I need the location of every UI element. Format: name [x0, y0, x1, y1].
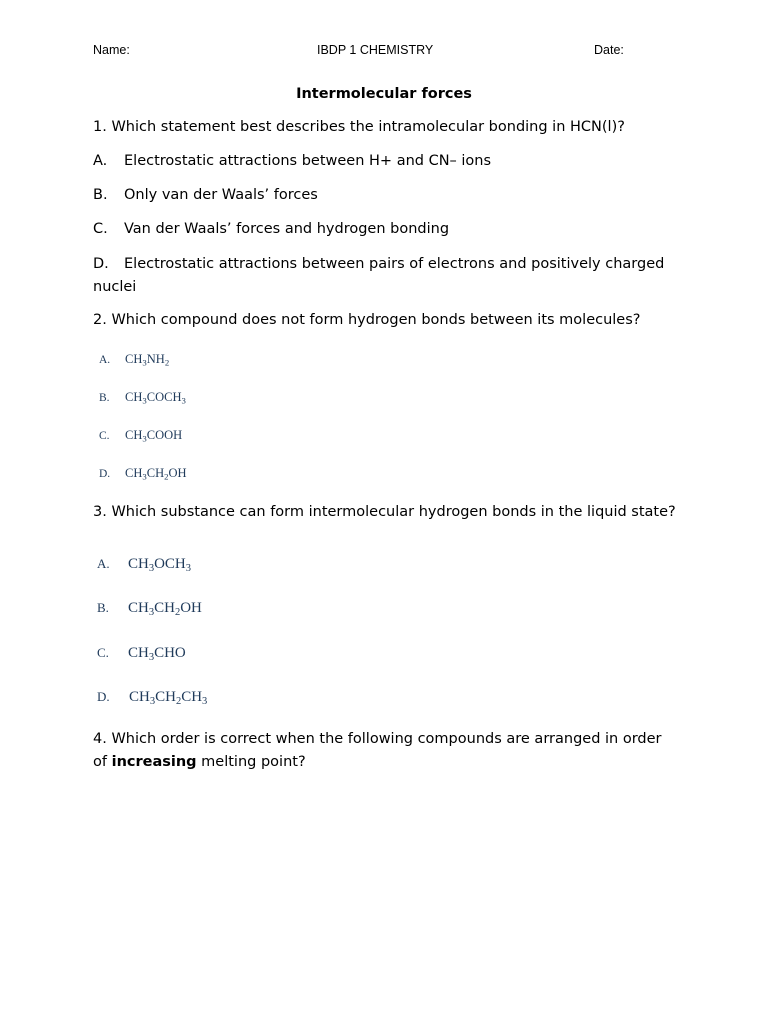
option-text: Only van der Waals’ forces	[124, 187, 318, 203]
option-letter: C.	[99, 430, 110, 442]
q1-option-a	[93, 150, 491, 173]
option-text: Electrostatic attractions between H+ and CN– ions	[124, 153, 492, 169]
q3-option-c: C. $CH_3CHO$	[97, 645, 186, 664]
option-letter: C.	[93, 221, 108, 237]
option-letter: D.	[99, 468, 111, 480]
q3-option-d: D. $CH_3CH_2CH_3$	[97, 689, 208, 708]
question-1: 1. Which statement best describes the intramolecular bonding in HCN(l)?	[93, 119, 625, 135]
question-3: 3. Which substance can form intermolecular hydrogen bonds in the liquid state?	[93, 504, 676, 520]
name-label: Name:	[93, 43, 130, 57]
q2-option-a: A. $CH_3NH_2$	[99, 352, 170, 368]
option-letter: A.	[93, 153, 108, 169]
question-4-line-1: 4. Which order is correct when the following compounds are arranged in order	[93, 731, 662, 747]
page-title: Intermolecular forces	[296, 86, 472, 102]
q2-option-c: C. $CH_3COOH$	[99, 428, 183, 444]
option-letter: D.	[97, 689, 110, 704]
q3-option-b: B. $CH_3CH_2OH$	[97, 600, 202, 619]
course-label: IBDP 1 CHEMISTRY	[317, 43, 434, 57]
q3-option-a: A. $CH_3OCH_3$	[97, 556, 192, 575]
option-letter: D.	[93, 256, 109, 272]
question-2: 2. Which compound does not form hydrogen bonds between its molecules?	[93, 312, 641, 328]
option-text: Electrostatic attractions between pairs of electrons and positively charged	[124, 256, 665, 272]
option-letter: C.	[97, 645, 109, 660]
option-letter: B.	[97, 600, 109, 615]
q1-option-d	[93, 253, 664, 276]
option-letter: A.	[97, 556, 110, 571]
q2-option-b: B. $CH_3COCH_3$	[99, 390, 186, 406]
emphasis-increasing: increasing	[111, 754, 197, 770]
q2-option-d: D. $CH_3CH_2OH$	[99, 466, 187, 482]
date-label: Date:	[594, 43, 624, 57]
option-letter: B.	[99, 392, 110, 404]
option-letter: B.	[93, 187, 108, 203]
question-4-line-2: of increasing melting point?	[93, 754, 306, 770]
q1-option-b	[93, 184, 318, 207]
q1-option-d-continuation: nuclei	[93, 279, 137, 295]
option-letter: A.	[99, 354, 111, 366]
q1-option-c	[93, 218, 449, 241]
option-text: Van der Waals’ forces and hydrogen bonding	[124, 221, 450, 237]
